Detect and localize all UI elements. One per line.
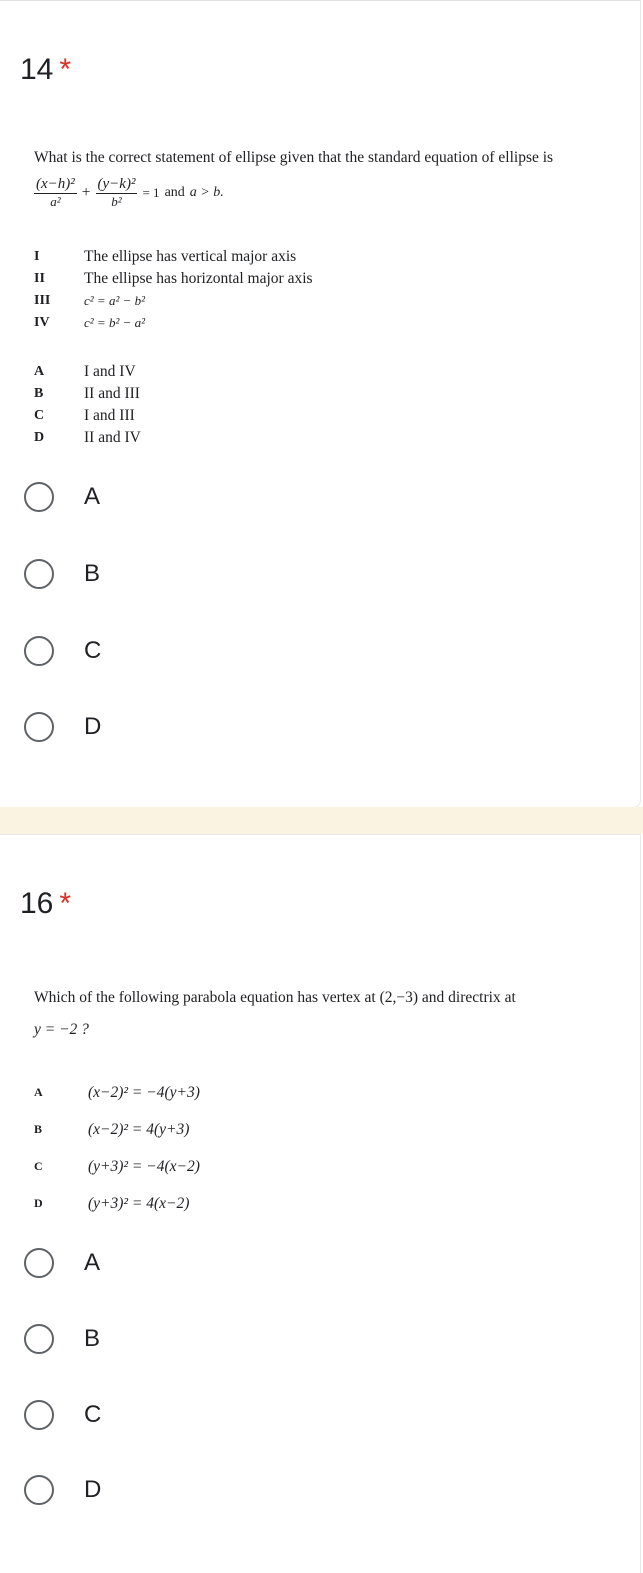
statement-row <box>34 312 594 334</box>
choice-equation: (x−2)² = 4(y+3) <box>88 1120 190 1138</box>
question-stem: Which of the following parabola equation has vertex at (2,−3) and directrix at <box>34 989 516 1006</box>
choice-label: B <box>34 386 44 401</box>
radio-circle[interactable] <box>24 712 54 742</box>
radio-circle[interactable] <box>24 1324 54 1354</box>
choice-equation: (y+3)² = 4(x−2) <box>88 1194 190 1212</box>
statement-list <box>34 246 594 334</box>
required-asterisk: * <box>59 53 72 86</box>
option-label: D <box>84 1476 102 1503</box>
choice-row <box>34 405 334 427</box>
radio-option-d[interactable] <box>24 1473 324 1507</box>
option-label: A <box>84 483 101 510</box>
radio-option-b[interactable] <box>24 557 324 591</box>
question-number: 16 <box>20 887 54 920</box>
statement-row <box>34 290 594 312</box>
choice-label: D <box>34 1196 43 1210</box>
radio-option-a[interactable] <box>24 480 324 514</box>
condition: a > b. <box>189 184 224 200</box>
radio-option-c[interactable] <box>24 634 324 668</box>
statement-text: c² = b² − a² <box>84 315 146 330</box>
choice-text: II and IV <box>84 429 141 446</box>
choice-label: C <box>34 1159 43 1173</box>
choice-label: B <box>34 1122 43 1136</box>
choice-row <box>34 1148 434 1185</box>
option-label: B <box>84 1325 101 1352</box>
statement-label: IV <box>34 315 50 330</box>
choice-row <box>34 1074 434 1111</box>
equation-fraction-y <box>96 175 138 210</box>
question-number: 14 <box>20 53 54 86</box>
choice-row <box>34 361 334 383</box>
section-separator <box>0 807 643 834</box>
choice-list <box>34 1074 434 1222</box>
choice-label: C <box>34 408 45 423</box>
option-label: C <box>84 1401 102 1428</box>
option-label: A <box>84 1249 101 1276</box>
question-card-16 <box>0 834 641 1573</box>
statement-row <box>34 246 594 268</box>
statement-row <box>34 268 594 290</box>
choice-list <box>34 361 334 449</box>
question-stem-line2: y = −2 ? <box>34 1021 89 1038</box>
statement-text: The ellipse has horizontal major axis <box>84 270 313 287</box>
radio-circle[interactable] <box>24 1475 54 1505</box>
statement-text: c² = a² − b² <box>84 293 146 308</box>
choice-text: I and IV <box>84 363 136 380</box>
choice-text: II and III <box>84 385 140 402</box>
fraction-denominator: a² <box>50 194 61 209</box>
question-title <box>20 53 71 87</box>
option-label: C <box>84 637 102 664</box>
choice-label: D <box>34 430 45 445</box>
choice-label: A <box>34 1085 43 1099</box>
statement-label: III <box>34 293 51 308</box>
radio-circle[interactable] <box>24 1400 54 1430</box>
equation-fraction-x <box>34 175 77 210</box>
radio-circle[interactable] <box>24 1248 54 1278</box>
question-title <box>20 887 71 921</box>
choice-row <box>34 1185 434 1222</box>
choice-row <box>34 427 334 449</box>
radio-circle[interactable] <box>24 636 54 666</box>
choice-equation: (x−2)² = −4(y+3) <box>88 1083 200 1101</box>
fraction-numerator: (x−h)² <box>36 176 75 192</box>
choice-row <box>34 383 334 405</box>
choice-equation: (y+3)² = −4(x−2) <box>88 1157 200 1175</box>
ellipse-equation <box>34 175 224 210</box>
statement-label: I <box>34 249 40 264</box>
choice-text: I and III <box>84 407 135 424</box>
plus-sign: + <box>81 183 91 201</box>
option-label: D <box>84 713 102 740</box>
option-label: B <box>84 560 101 587</box>
required-asterisk: * <box>59 887 72 920</box>
equals-one: = 1 <box>142 184 160 200</box>
radio-circle[interactable] <box>24 559 54 589</box>
fraction-denominator: b² <box>111 194 122 209</box>
radio-option-d[interactable] <box>24 710 324 744</box>
fraction-numerator: (y−k)² <box>97 176 136 192</box>
choice-row <box>34 1111 434 1148</box>
choice-label: A <box>34 364 45 379</box>
statement-text: The ellipse has vertical major axis <box>84 248 297 265</box>
and-word: and <box>164 184 185 200</box>
question-stem: What is the correct statement of ellipse given that the standard equation of ellipse is <box>34 149 554 166</box>
radio-option-a[interactable] <box>24 1246 324 1280</box>
statement-label: II <box>34 271 45 286</box>
radio-circle[interactable] <box>24 482 54 512</box>
radio-option-c[interactable] <box>24 1398 324 1432</box>
radio-option-b[interactable] <box>24 1322 324 1356</box>
